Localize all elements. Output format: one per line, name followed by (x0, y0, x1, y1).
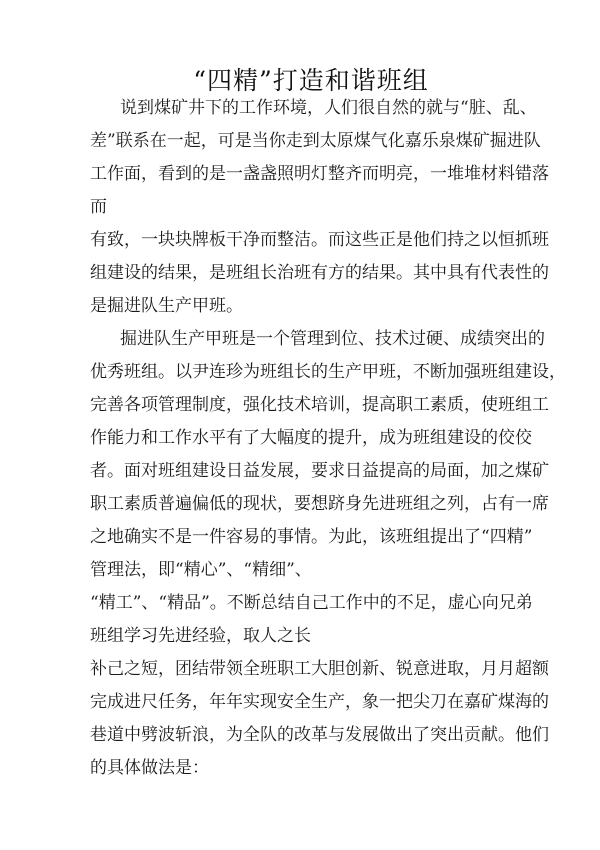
text-line: 组建设的结果，是班组长治班有方的结果。其中具有代表性的 (90, 263, 549, 283)
text-line: “精工”、“精品”。不断总结自己工作中的不足，虚心向兄弟 (90, 593, 533, 613)
text-line: 职工素质普遍偏低的现状，要想跻身先进班组之列，占有一席 (90, 494, 549, 514)
text-line: 完善各项管理制度，强化技术培训，提高职工素质，使班组工 (90, 395, 549, 415)
text-line: 完成进尺任务，年年实现安全生产，象一把尖刀在嘉矿煤海的 (90, 692, 549, 712)
text-line: 掘进队生产甲班是一个管理到位、技术过硬、成绩突出的 (120, 329, 545, 349)
text-line: 补己之短，团结带领全班职工大胆创新、锐意进取，月月超额 (90, 659, 549, 679)
text-line: 班组学习先进经验，取人之长 (90, 626, 311, 646)
text-line: 之地确实不是一件容易的事情。为此，该班组提出了“四精” (90, 527, 533, 547)
text-line: 说到煤矿井下的工作环境，人们很自然的就与“脏、乱、 (120, 98, 537, 118)
page-title: “四精”打造和谐班组 (193, 66, 429, 95)
text-line: 是掘进队生产甲班。 (90, 296, 243, 316)
text-line: 巷道中劈波斩浪，为全队的改革与发展做出了突出贡献。他们 (90, 725, 549, 745)
text-line: 有致，一块块牌板干净而整洁。而这些正是他们持之以恒抓班 (90, 230, 549, 250)
text-line: 的具体做法是： (90, 758, 209, 778)
text-line: 作能力和工作水平有了大幅度的提升，成为班组建设的佼佼 (90, 428, 532, 448)
text-line: 管理法，即“精心”、“精细”、 (90, 560, 312, 580)
text-line: 而 (90, 197, 107, 217)
text-line: 差”联系在一起，可是当你走到太原煤气化嘉乐泉煤矿掘进队 (90, 131, 541, 151)
text-line: 者。面对班组建设日益发展，要求日益提高的局面，加之煤矿 (90, 461, 549, 481)
text-line: 工作面，看到的是一盏盏照明灯整齐而明亮，一堆堆材料错落 (90, 164, 549, 184)
text-line: 优秀班组。以尹连珍为班组长的生产甲班，不断加强班组建设， (90, 362, 566, 382)
